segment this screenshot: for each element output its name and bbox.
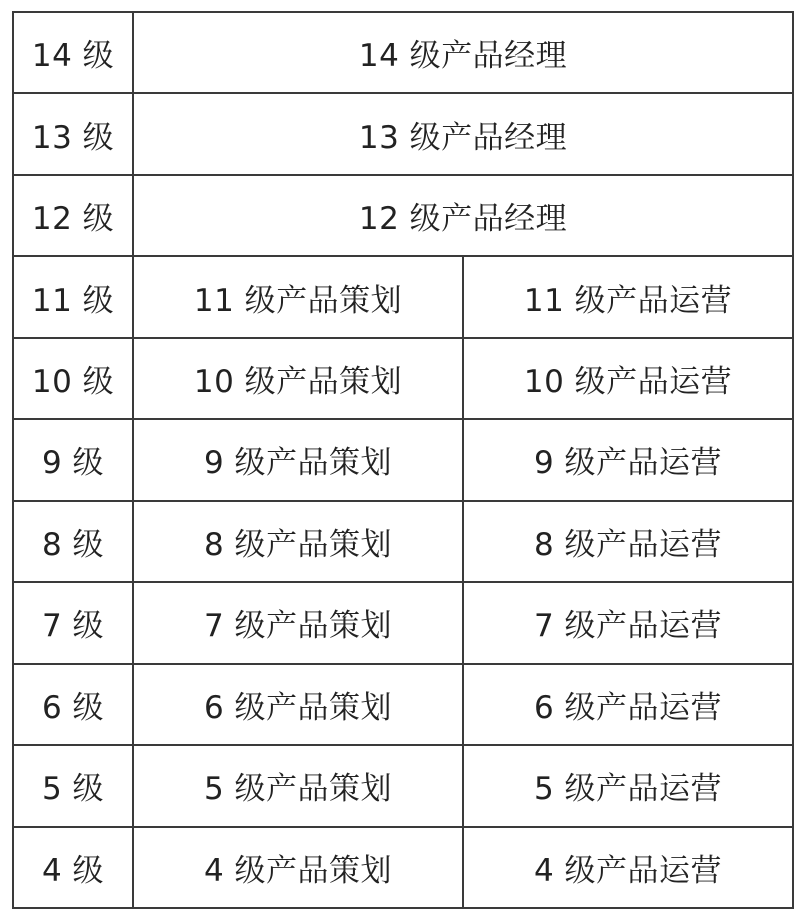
table-row-track bbox=[13, 501, 793, 582]
planning-title-cell: 11 级产品策划 bbox=[133, 256, 463, 337]
table-row-track bbox=[13, 827, 793, 908]
grade-table-body bbox=[13, 12, 793, 908]
level-cell: 9 级 bbox=[13, 419, 133, 500]
operations-title-cell: 5 级产品运营 bbox=[463, 745, 793, 826]
operations-title-cell: 11 级产品运营 bbox=[463, 256, 793, 337]
table-row-track bbox=[13, 582, 793, 663]
level-cell: 8 级 bbox=[13, 501, 133, 582]
operations-title-cell: 9 级产品运营 bbox=[463, 419, 793, 500]
table-row-manager bbox=[13, 175, 793, 256]
level-cell: 11 级 bbox=[13, 256, 133, 337]
planning-title-cell: 6 级产品策划 bbox=[133, 664, 463, 745]
operations-title-cell: 4 级产品运营 bbox=[463, 827, 793, 908]
level-cell: 7 级 bbox=[13, 582, 133, 663]
planning-title-cell: 9 级产品策划 bbox=[133, 419, 463, 500]
job-grade-table bbox=[12, 11, 794, 909]
table-row-track bbox=[13, 256, 793, 337]
manager-title-cell: 13 级产品经理 bbox=[133, 93, 793, 174]
table-row-manager bbox=[13, 93, 793, 174]
planning-title-cell: 4 级产品策划 bbox=[133, 827, 463, 908]
manager-title-cell: 14 级产品经理 bbox=[133, 12, 793, 93]
operations-title-cell: 7 级产品运营 bbox=[463, 582, 793, 663]
table-row-track bbox=[13, 419, 793, 500]
table-row-track bbox=[13, 664, 793, 745]
manager-title-cell: 12 级产品经理 bbox=[133, 175, 793, 256]
operations-title-cell: 8 级产品运营 bbox=[463, 501, 793, 582]
planning-title-cell: 10 级产品策划 bbox=[133, 338, 463, 419]
level-cell: 13 级 bbox=[13, 93, 133, 174]
level-cell: 10 级 bbox=[13, 338, 133, 419]
table-row-manager bbox=[13, 12, 793, 93]
level-cell: 6 级 bbox=[13, 664, 133, 745]
operations-title-cell: 6 级产品运营 bbox=[463, 664, 793, 745]
table-row-track bbox=[13, 745, 793, 826]
level-cell: 12 级 bbox=[13, 175, 133, 256]
level-cell: 5 级 bbox=[13, 745, 133, 826]
planning-title-cell: 8 级产品策划 bbox=[133, 501, 463, 582]
operations-title-cell: 10 级产品运营 bbox=[463, 338, 793, 419]
level-cell: 4 级 bbox=[13, 827, 133, 908]
planning-title-cell: 5 级产品策划 bbox=[133, 745, 463, 826]
level-cell: 14 级 bbox=[13, 12, 133, 93]
planning-title-cell: 7 级产品策划 bbox=[133, 582, 463, 663]
table-row-track bbox=[13, 338, 793, 419]
